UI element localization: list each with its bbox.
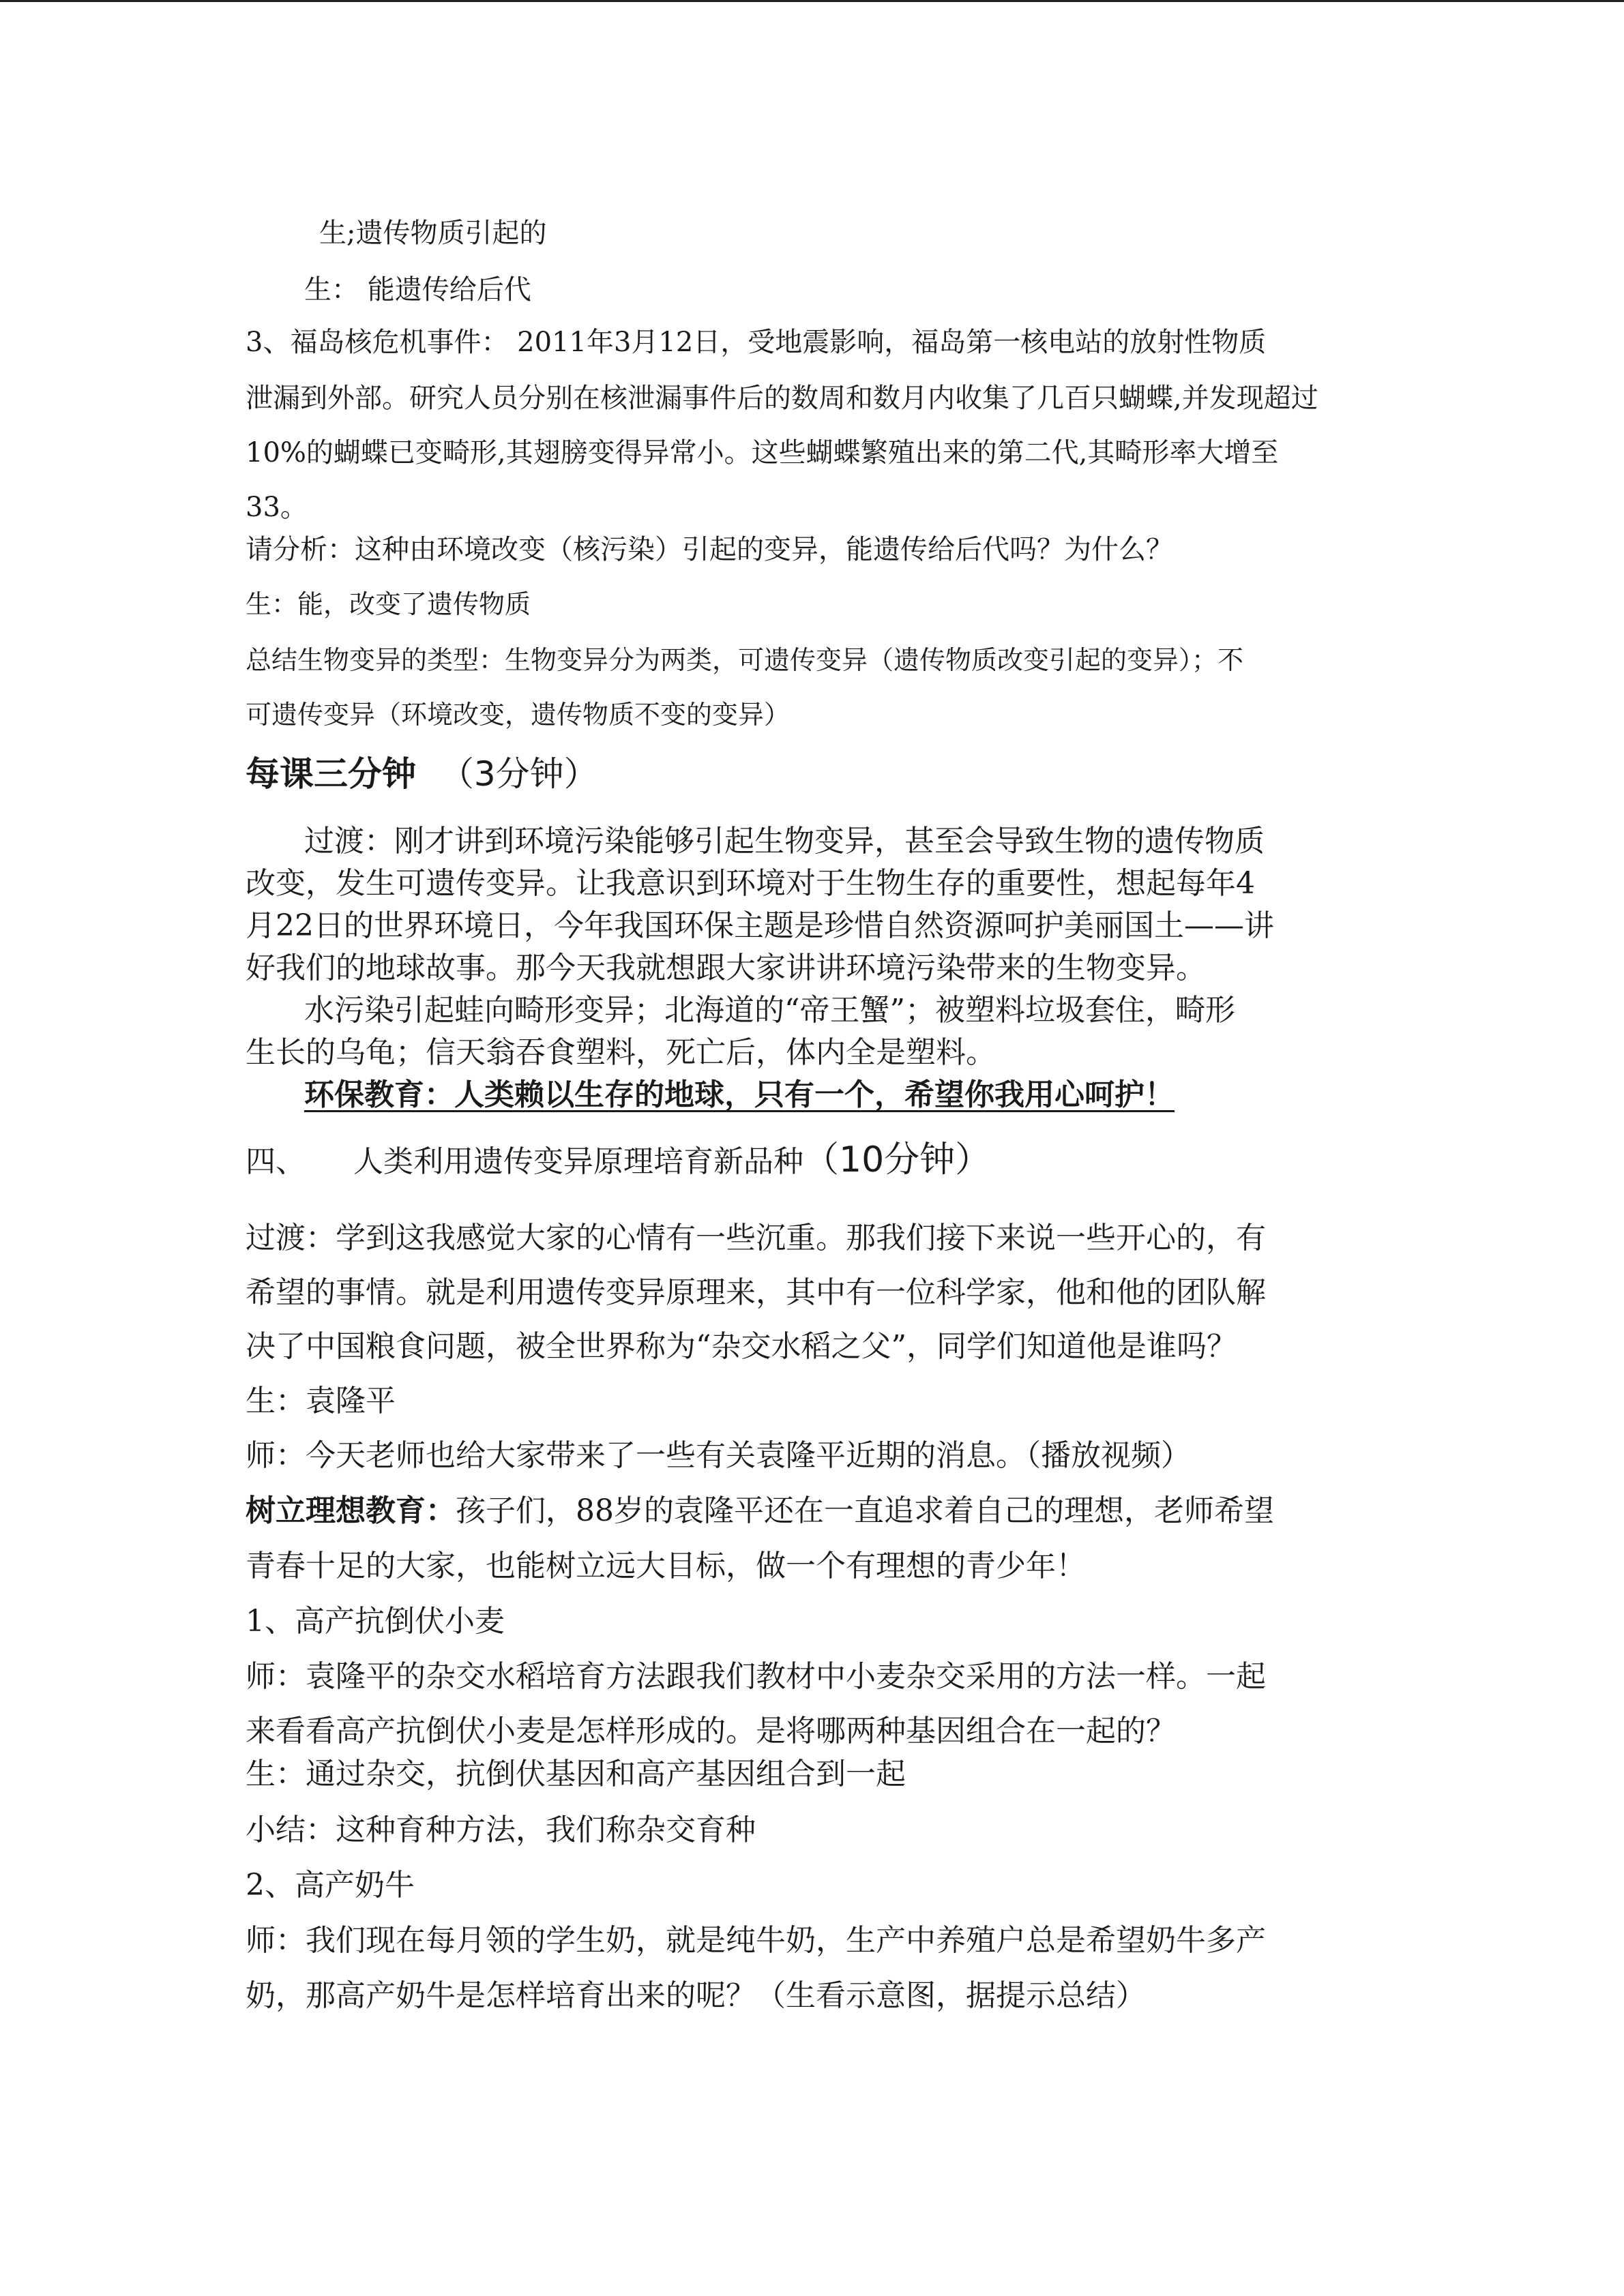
top-rule [0, 0, 1624, 2]
section-four-line: 生：袁隆平 [246, 1384, 396, 1418]
ideal-education-line: 青春十足的大家，也能树立远大目标，做一个有理想的青少年！ [246, 1549, 1086, 1583]
subsection-heading: 2、高产奶牛 [246, 1868, 415, 1903]
heading-three-minutes [246, 751, 598, 796]
summary-line: 可遗传变异（环境改变，遗传物质不变的变异） [246, 700, 791, 730]
teacher-line: 来看看高产抗倒伏小麦是怎样形成的。是将哪两种基因组合在一起的？ [246, 1714, 1176, 1748]
transition-paragraph-line: 好我们的地球故事。那今天我就想跟大家讲讲环境污染带来的生物变异。 [246, 951, 1206, 985]
transition-paragraph-line: 改变，发生可遗传变异。让我意识到环境对于生物生存的重要性，想起每年4 [246, 866, 1255, 901]
transition-paragraph-line: 月22日的世界环境日，今年我国环保主题是珍惜自然资源呵护美丽国土——讲 [246, 908, 1274, 943]
summary-line: 小结：这种育种方法，我们称杂交育种 [246, 1813, 756, 1847]
teacher-line: 师：袁隆平的杂交水稻培育方法跟我们教材中小麦杂交采用的方法一样。一起 [246, 1659, 1266, 1694]
teacher-line: 师：我们现在每月领的学生奶，就是纯牛奶，生产中养殖户总是希望奶牛多产 [246, 1923, 1266, 1958]
heading-time: （3分钟） [439, 754, 598, 794]
section-title-text: 人类利用遗传变异原理培育新品种 [353, 1144, 803, 1179]
heading-main: 每课三分钟 [246, 754, 416, 794]
examples-paragraph-line: 水污染引起蛙向畸形变异；北海道的“帝王蟹”；被塑料垃圾套住，畸形 [304, 993, 1235, 1028]
fukushima-case-line: 3、福岛核危机事件： 2011年3月12日，受地震影响，福岛第一核电站的放射性物质 [246, 327, 1267, 358]
environmental-education-text: 环保教育：人类赖以生存的地球，只有一个，希望你我用心呵护！ [304, 1077, 1175, 1112]
section-four-line: 师：今天老师也给大家带来了一些有关袁隆平近期的消息。（播放视频） [246, 1438, 1191, 1473]
section-four-line: 决了中国粮食问题，被全世界称为“杂交水稻之父”，同学们知道他是谁吗？ [246, 1329, 1237, 1364]
section-number: 四、 [246, 1144, 306, 1179]
student-answer-line: 生：通过杂交，抗倒伏基因和高产基因组合到一起 [246, 1757, 906, 1791]
transition-paragraph-line: 过渡：刚才讲到环境污染能够引起生物变异，甚至会导致生物的遗传物质 [304, 824, 1265, 859]
student-answer-line: 生：能，改变了遗传物质 [246, 589, 531, 619]
student-answer-line: 生;遗传物质引起的 [319, 218, 547, 249]
ideal-education [246, 1490, 1274, 1532]
analysis-question: 请分析：这种由环境改变（核污染）引起的变异，能遗传给后代吗？为什么？ [246, 534, 1173, 565]
teacher-line: 奶，那高产奶牛是怎样培育出来的呢？（生看示意图，据提示总结） [246, 1978, 1146, 2013]
ideal-education-text: 孩子们，88岁的袁隆平还在一直追求着自己的理想，老师希望 [456, 1493, 1274, 1528]
section-time: （10分钟） [803, 1139, 991, 1180]
section-four-title [246, 1139, 990, 1183]
environmental-education [304, 1074, 1175, 1116]
examples-paragraph-line: 生长的乌龟；信天翁吞食塑料，死亡后，体内全是塑料。 [246, 1035, 996, 1070]
fukushima-case-line: 33。 [246, 492, 308, 523]
fukushima-case-line: 泄漏到外部。研究人员分别在核泄漏事件后的数周和数月内收集了几百只蝴蝶,并发现超过 [246, 383, 1318, 414]
section-four-line: 过渡：学到这我感觉大家的心情有一些沉重。那我们接下来说一些开心的，有 [246, 1221, 1266, 1255]
student-answer-line: 生： 能遗传给后代 [304, 274, 531, 305]
section-four-line: 希望的事情。就是利用遗传变异原理来，其中有一位科学家，他和他的团队解 [246, 1275, 1266, 1310]
ideal-education-label: 树立理想教育： [246, 1493, 456, 1528]
subsection-heading: 1、高产抗倒伏小麦 [246, 1604, 505, 1639]
summary-line: 总结生物变异的类型：生物变异分为两类，可遗传变异（遗传物质改变引起的变异）；不 [246, 645, 1244, 675]
fukushima-case-line: 10%的蝴蝶已变畸形,其翅膀变得异常小。这些蝴蝶繁殖出来的第二代,其畸形率大增至 [246, 437, 1279, 468]
